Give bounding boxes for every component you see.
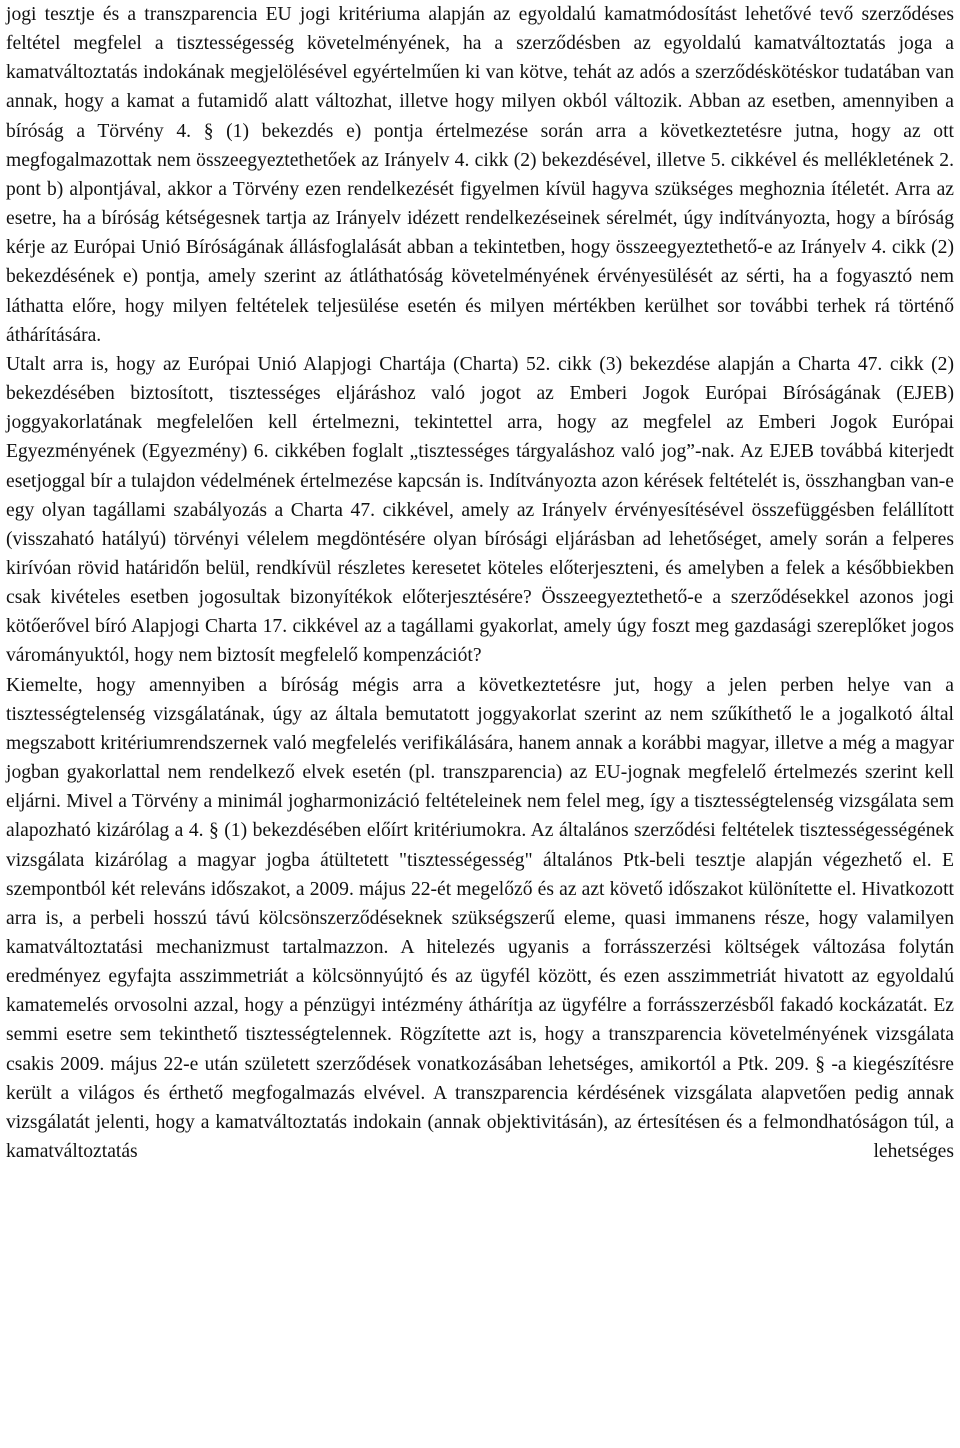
paragraph-2: Utalt arra is, hogy az Európai Unió Alapjogi Chartája (Charta) 52. cikk (3) bekezdése alapján a Charta 47. cikk (2) bekezdésében biztosított, tisztességes eljáráshoz való jogot az Emberi Jogok Európai Bíróságának (EJEB) joggyakorlatának megfelelően kell értelmezni, tekintettel arra, hogy az megfelel az Emberi Jogok Európai Egyezményének (Egyezmény) 6. cikkében foglalt „tisztességes tárgyaláshoz való jog”-nak. Az EJEB továbbá kiterjedt esetjoggal bír a tulajdon védelmének értelmezése kapcsán is. Indítványozta azon kérések feltételét is, összhangban van-e egy olyan tagállami szabályozás a Charta 47. cikkével, amely az Irányelv érvényesítésével összefüggésben felállított (visszaható hatályú) törvényi vélelem megdöntésére olyan bírósági eljárásban ad lehetőséget, amely során a felperes kirívóan rövid határidőn belül, rendkívül részletes keresetet köteles előterjeszteni, és amelyben a felek a későbbiekben csak kivételes esetben jogosultak bizonyítékok előterjesztésére? Összeegyeztethető-e a szerződésekkel azonos jogi kötőerővel bíró Alapjogi Charta 17. cikkével az a tagállami gyakorlat, amely úgy foszt meg gazdasági szereplőket jogos várományuktól, hogy nem biztosít megfelelő kompenzációt? [6,353,954,667]
paragraph-3: Kiemelte, hogy amennyiben a bíróság mégis arra a következtetésre jut, hogy a jelen perben helye van a tisztességtelenség vizsgálatának, úgy az általa bemutatott joggyakorlat szerint az nem szűkíthető le a jogalkotó által megszabott kritériumrendszernek való megfelelés verifikálására, hanem annak a korábbi magyar, illetve a még a magyar jogban gyakorlattal nem rendelkező elvek esetén (pl. transzparencia) az EU-jognak megfelelő értelmezés szerint kell eljárni. Mivel a Törvény a minimál jogharmonizáció feltételeinek nem felel meg, így a tisztességtelenség vizsgálata sem alapozható kizárólag a 4. § (1) bekezdésében előírt kritériumokra. Az általános szerződési feltételek tisztességességének vizsgálata kizárólag a magyar jogba átültetett "tisztességesség" általános Ptk-beli tesztje alapján végezhető el. E szempontból két releváns időszakot, a 2009. május 22-ét megelőző és az azt követő időszakot különítette el. Hivatkozott arra is, a perbeli hosszú távú kölcsönszerződéseknek szükségszerű eleme, quasi immanens része, hogy valamilyen kamatváltoztatási mechanizmust tartalmazzon. A hitelezés ugyanis a forrásszerzési költségek változása folytán eredményez egyfajta asszimmetriát a kölcsönnyújtó és az ügyfél között, és ezen asszimmetriát hivatott az egyoldalú kamatemelés orvosolni azzal, hogy a pénzügyi intézmény áthárítja az ügyfélre a forrásszerzésből fakadó kockázatát. Ez semmi esetre sem tekinthető tisztességtelennek. Rögzítette azt is, hogy a transzparencia követelményének vizsgálata csakis 2009. május 22-e után született szerződések vonatkozásában lehetséges, amikortól a Ptk. 209. § -a kiegészítésre került a világos és érthető megfogalmazás elvével. A transzparencia kérdésének vizsgálata alapvetően pedig annak vizsgálatát jelenti, hogy a kamatváltoztatás indokain (annak objektivitásán), az értesítésen és a felmondhatóságon túl, a kamatváltoztatás lehetséges [6,674,954,1163]
paragraph-1: jogi tesztje és a transzparencia EU jogi kritériuma alapján az egyoldalú kamatmódosítást lehetővé tevő szerződéses feltétel megfelel a tisztességesség követelményének, ha a szerződésben az egyoldalú kamatváltoztatás joga a kamatváltoztatás indokának megjelölésével egyértelműen ki van kötve, tehát az adós a szerződéskötéskor tudatában van annak, hogy a kamat a futamidő alatt változhat, illetve hogy milyen okból változik. Abban az esetben, amennyiben a bíróság a Törvény 4. § (1) bekezdés e) pontja értelmezése során arra a következtetésre jutna, hogy az ott megfogalmazottak nem összeegyeztethetőek az Irányelv 4. cikk (2) bekezdésével, illetve 5. cikkével és mellékletének 2. pont b) alpontjával, akkor a Törvény ezen rendelkezését figyelmen kívül hagyva szükséges meghoznia ítéletét. Arra az esetre, ha a bíróság kétségesnek tartja az Irányelv idézett rendelkezéseinek sérelmét, úgy indítványozta, hogy a bíróság kérje az Európai Unió Bíróságának állásfoglalását abban a tekintetben, hogy összeegyeztethető-e az Irányelv 4. cikk (2) bekezdésének e) pontja, amely szerint az átláthatóság követelményének érvényesülését az sérti, ha a fogyasztó nem láthatta előre, hogy milyen feltételek teljesülése esetén és milyen mértékben kerülhet sor további terhek rá történő áthárítására. [6,4,954,346]
